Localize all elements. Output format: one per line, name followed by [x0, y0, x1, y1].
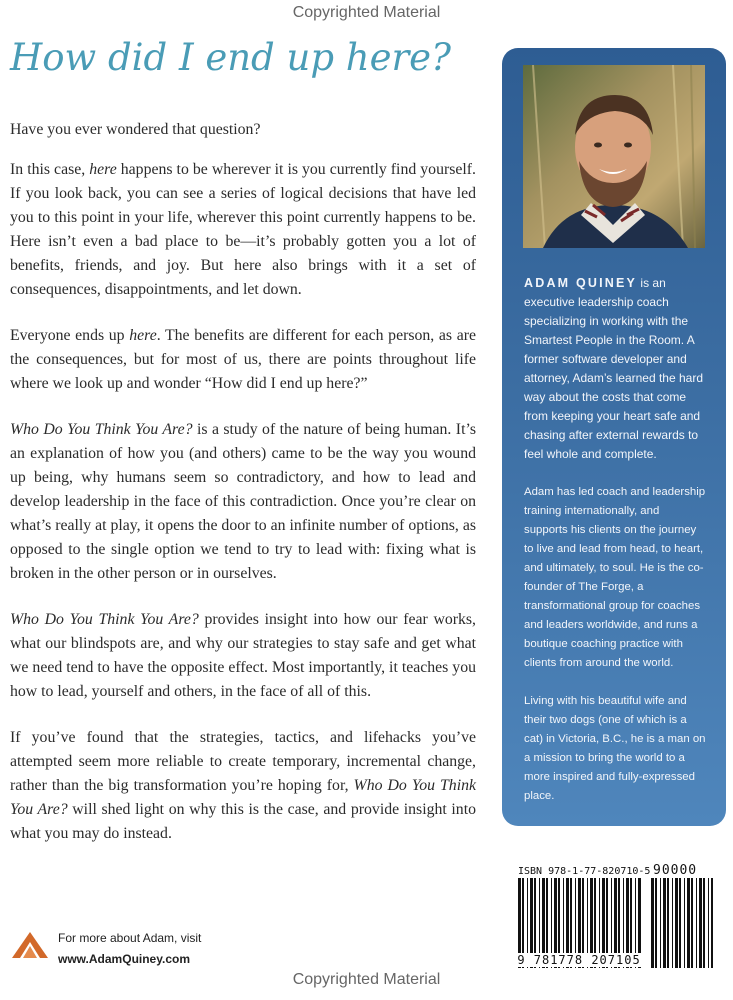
barcode-bar — [675, 878, 678, 968]
bio-paragraph-1: ADAM QUINEY is an executive leadership coach specializing in working with the Smartest People in the Room. A former software developer and attorney, Adam’s learned the hard way about the costs that come from keeping your heart safe and chasing after external rewards to feel whole and complete. — [524, 276, 704, 461]
barcode-bar — [703, 878, 705, 968]
barcode-bar — [699, 878, 702, 968]
barcode-bar — [711, 878, 713, 968]
paragraph-3: Everyone ends up here. The benefits are different for each person, as are the consequences, but for most of us, there are points throughout life where we look up and wonder “How did I end up here?” — [10, 327, 476, 392]
barcode-bar — [691, 878, 693, 968]
barcode-bar — [696, 878, 697, 968]
publisher-logo-icon — [10, 930, 50, 960]
paragraph-4: Who Do You Think You Are? is a study of the nature of being human. It’s an explanation of how you (and others) came to be the way you wound up being, why humans seem so contradictory, and how to lead and develop leadership in the face of this contradiction. Once you’re clear on what’s really at play, it opens the door to an infinite number of options, as opposed to the single option we tend to try to lead with: fixing what is broken in the other person or in ourselves. — [10, 421, 476, 582]
ean-number: 9 781778 207105 — [511, 953, 647, 967]
paragraph-1: Have you ever wondered that question? — [10, 121, 261, 138]
author-name: ADAM QUINEY — [524, 276, 638, 290]
copyright-watermark-bottom: Copyrighted Material — [292, 971, 441, 988]
isbn-label: ISBN 978-1-77-820710-5 — [518, 866, 651, 877]
price-code: 90000 — [653, 863, 698, 878]
barcode-bar — [655, 878, 657, 968]
barcode-bar — [679, 878, 681, 968]
barcode-bar — [687, 878, 690, 968]
paragraph-2: In this case, here happens to be wherever it is you currently find yourself. If you look back, you can see a series of logical decisions that have led you to this point in your life, wherever this point currently happens to be. Here isn’t even a bad place to be—it’s probably gotten you a lot of benefits, friends, and joy. But here also brings with it a set of consequences, disappointments, and let down. — [10, 161, 476, 298]
footer-line: For more about Adam, visit — [58, 931, 202, 945]
barcode-bar — [684, 878, 685, 968]
barcode-bar — [667, 878, 669, 968]
barcode-bar — [708, 878, 709, 968]
bio-paragraph-3: Living with his beautiful wife and their two dogs (one of which is a cat) in Victoria, B.C., he is a man on a mission to bring the world to a more inspired and fully-expressed place. — [524, 695, 706, 802]
main-text — [10, 118, 476, 868]
paragraph-6: If you’ve found that the strategies, tactics, and lifehacks you’ve attempted seem more reliable to create temporary, incremental change, rather than the big transformation you’re hoping for, Who Do You Think You Are? will shed light on why this is the case, and provide insight into what you may do instead. — [10, 729, 476, 842]
addon-barcode-icon — [651, 878, 713, 968]
page-title: How did I end up here? — [10, 36, 451, 79]
paragraph-5: Who Do You Think You Are? provides insight into how our fear works, what our blindspots are, and why our strategies to stay safe and get what we need tend to have the opposite effect. Most importantly, it teaches you how to lead, yourself and others, in the face of all of this. — [10, 611, 477, 700]
bio-paragraph-2: Adam has led coach and leadership training internationally, and supports his clients on the journey to live and lead from head, to heart, and ultimately, to soul. He is the co-founder of The Forge, a transformational group for coaches and leaders worldwide, and runs a boutique coaching practice with clients from around the world. — [524, 486, 706, 669]
barcode-bar — [651, 878, 654, 968]
author-website-link[interactable]: www.AdamQuiney.com — [58, 952, 191, 966]
barcode-bar — [663, 878, 666, 968]
barcode-bar — [672, 878, 673, 968]
author-photo — [523, 65, 705, 248]
author-bio — [524, 274, 706, 825]
copyright-watermark-top: Copyrighted Material — [292, 4, 441, 21]
footer-info — [58, 928, 201, 970]
barcode-bar — [660, 878, 661, 968]
